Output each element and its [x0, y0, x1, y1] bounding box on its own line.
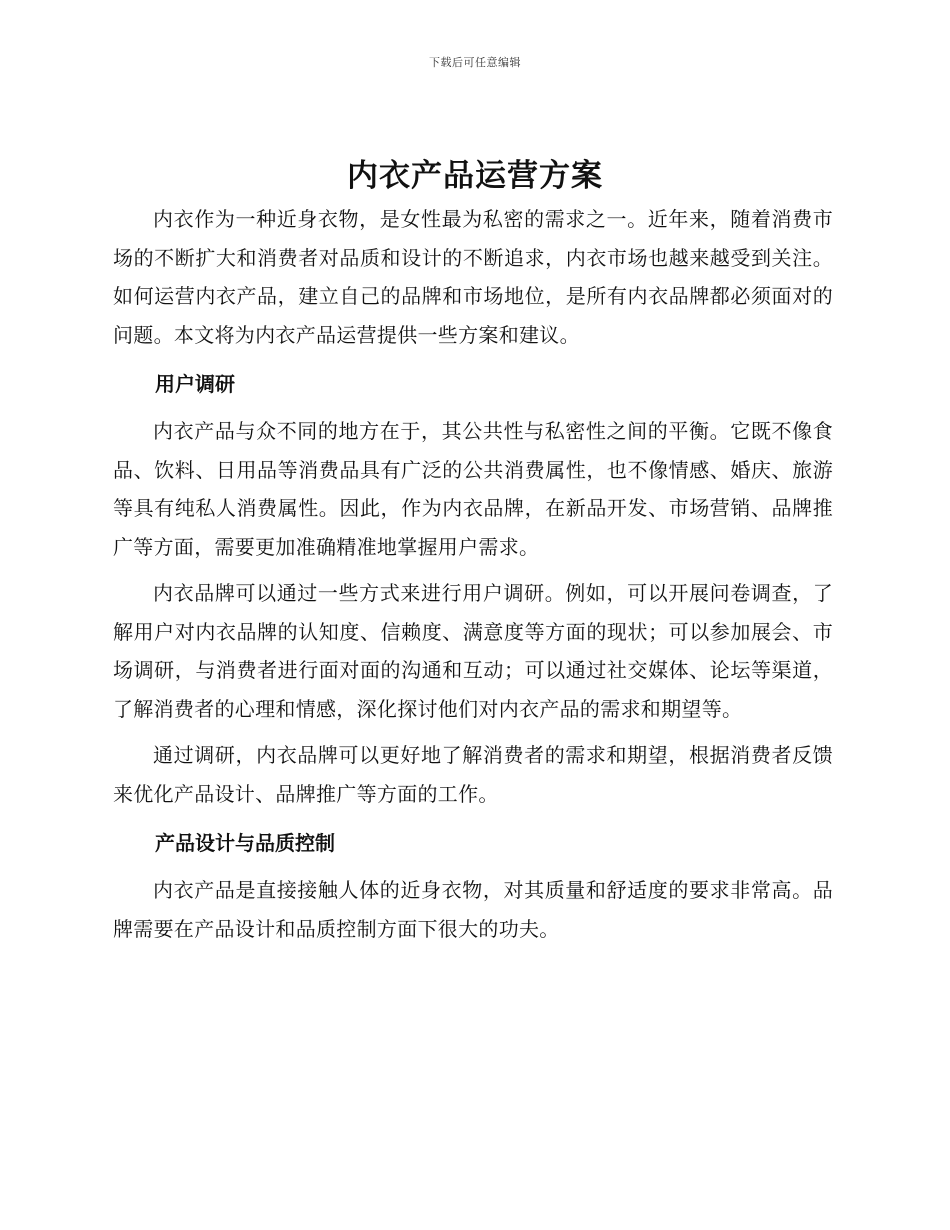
- page-header-note: 下载后可任意编辑: [429, 56, 521, 69]
- body-paragraph: 内衣品牌可以通过一些方式来进行用户调研。例如，可以开展问卷调查，了解用户对内衣品牌的认知度、信赖度、满意度等方面的现状；可以参加展会、市场调研，与消费者进行面对面的沟通和互动；可以通过社交媒体、论坛等渠道，了解消费者的心理和情感，深化探讨他们对内衣产品的需求和期望等。: [113, 581, 833, 721]
- intro-paragraph: 内衣作为一种近身衣物，是女性最为私密的需求之一。近年来，随着消费市场的不断扩大和消费者对品质和设计的不断追求，内衣市场也越来越受到关注。如何运营内衣产品，建立自己的品牌和市场地位，是所有内衣品牌都必须面对的问题。本文将为内衣产品运营提供一些方案和建议。: [113, 207, 833, 347]
- body-paragraph: 内衣产品是直接接触人体的近身衣物，对其质量和舒适度的要求非常高。品牌需要在产品设计和品质控制方面下很大的功夫。: [113, 878, 833, 941]
- section-heading-product-design: 产品设计与品质控制: [155, 831, 335, 855]
- section-heading-user-research: 用户调研: [155, 372, 235, 396]
- body-paragraph: 通过调研，内衣品牌可以更好地了解消费者的需求和期望，根据消费者反馈来优化产品设计、品牌推广等方面的工作。: [113, 743, 833, 806]
- document-body: [113, 200, 833, 956]
- body-paragraph: 内衣产品与众不同的地方在于，其公共性与私密性之间的平衡。它既不像食品、饮料、日用品等消费品具有广泛的公共消费属性，也不像情感、婚庆、旅游等具有纯私人消费属性。因此，作为内衣品牌，在新品开发、市场营销、品牌推广等方面，需要更加准确精准地掌握用户需求。: [113, 419, 833, 559]
- document-title: 内衣产品运营方案: [347, 158, 603, 194]
